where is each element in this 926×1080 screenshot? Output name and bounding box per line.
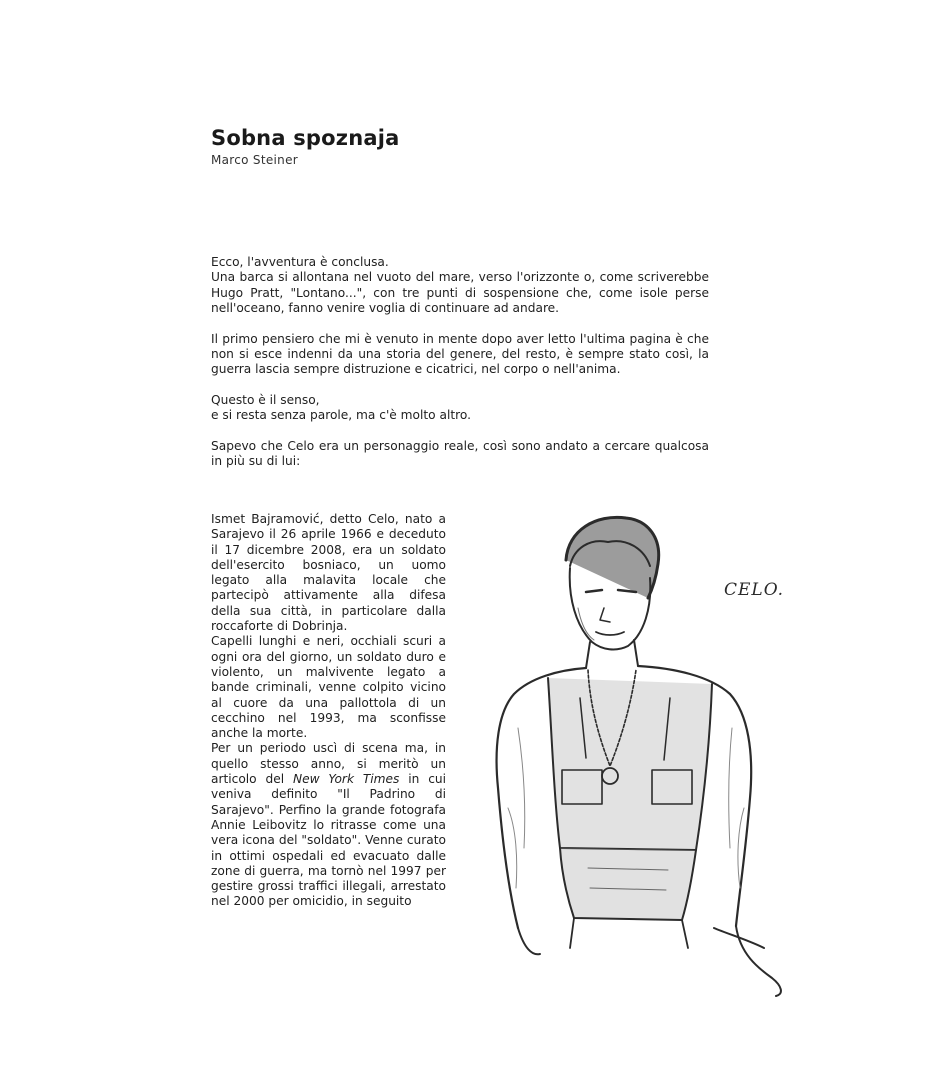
intro-line-3: Questo è il senso, [211,392,320,407]
biography-column [211,512,446,910]
artist-signature: CELO. [724,580,785,600]
bio-text-b: in cui veniva definito "Il Padrino di Sarajevo". Perfino la grande fotografa Annie Leibovitz lo ritrasse come una vera icona del "soldato". Venne curato in ottimi ospedali ed evacuato dalle zone di guerra, ma tornò nel 1997 per gestire grossi traffici illegali, arrestato nel 2000 per omicidio, in seguito [211,772,447,909]
intro-line-1: Ecco, l'avventura è conclusa. [211,255,389,269]
intro-paragraph-2: Il primo pensiero che mi è venuto in mente dopo aver letto l'ultima pagina è che non si esce indenni da una storia del genere, del resto, è sempre stato così, la guerra lascia sempre distruzione e cicatrici, nel corpo o nell'anima. [211,331,709,377]
intro-paragraph-4: Sapevo che Celo era un personaggio reale, così sono andato a cercare qualcosa in più su di lui: [211,438,709,469]
author-name: Marco Steiner [211,153,298,167]
intro-paragraph-3 [211,393,709,424]
bio-text-a: Per un periodo uscì di scena ma, in quello stesso anno, si meritò un articolo del [211,741,446,787]
intro-line-2: Una barca si allontana nel vuoto del mare, verso l'orizzonte o, come scriverebbe Hugo Pratt, "Lontano...", con tre punti di sospensione che, come isole perse nell'oceano, fanno venire voglia di continuare ad andare. [211,270,709,316]
bio-paragraph-3 [211,741,446,909]
intro-text [211,255,709,484]
intro-paragraph-1 [211,255,709,317]
bio-paragraph-2: Capelli lunghi e neri, occhiali scuri a ogni ora del giorno, un soldato duro e violento, un malvivente legato a bande criminali, venne colpito vicino al cuore da una pallottola di un cecchino nel 1993, ma sconfisse anche la morte. [211,634,446,741]
bio-paragraph-1: Ismet Bajramović, detto Celo, nato a Sarajevo il 26 aprile 1966 e deceduto il 17 dicembre 2008, era un soldato dell'esercito bosniaco, un uomo legato alla malavita locale che partecipò attivamente alla difesa della sua città, in particolare dalla roccaforte di Dobrinja. [211,512,446,634]
intro-line-4: e si resta senza parole, ma c'è molto altro. [211,408,471,423]
newspaper-title: New York Times [292,772,400,787]
page-title: Sobna spoznaja [211,126,400,150]
